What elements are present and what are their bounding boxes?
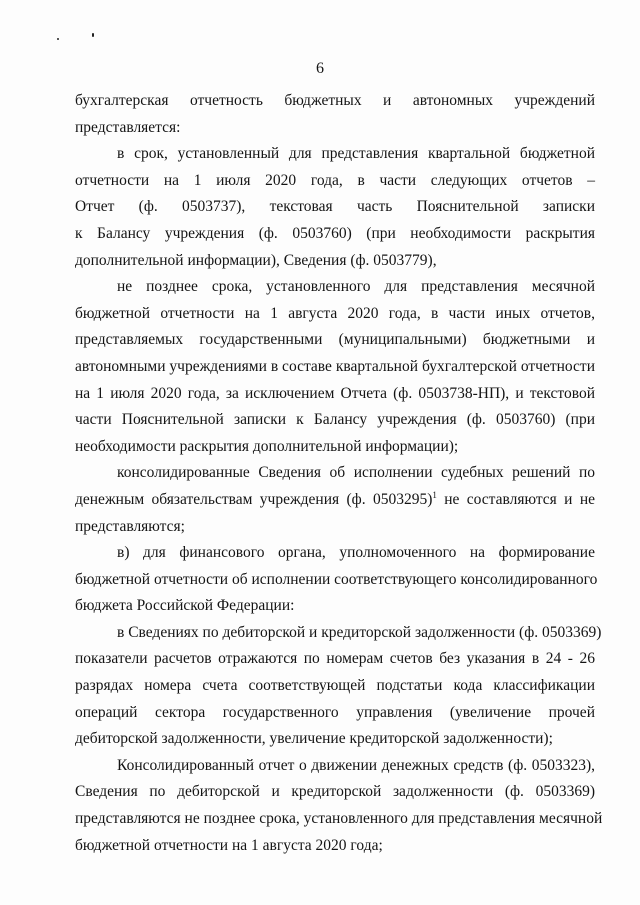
text-line: представляются не позднее срока, установленного для представления месячной: [75, 810, 603, 828]
page-number: 6: [316, 60, 324, 77]
paragraph: [75, 141, 595, 274]
text-fragment: денежным обязательствам учреждения (ф. 0503295): [75, 490, 433, 508]
scan-speck: [92, 33, 94, 37]
text-line: разрядах номера счета соответствующей подстатьи кода классификации: [75, 677, 595, 695]
text-line: бюджетной отчетности на 1 августа 2020 года, в части иных отчетов,: [75, 304, 595, 322]
paragraph: [75, 620, 602, 753]
text-line: не позднее срока, установленного для представления месячной: [117, 278, 595, 296]
text-line: бюджета Российской Федерации:: [75, 597, 295, 615]
paragraph: [75, 460, 595, 540]
paragraph: [75, 274, 595, 460]
text-line: необходимости раскрытия дополнительной информации);: [75, 437, 459, 455]
document-body: [75, 88, 603, 859]
text-line: части Пояснительной записки к Балансу учреждения (ф. 0503760) (при: [75, 411, 595, 429]
text-line: отчетности на 1 июля 2020 года, в части следующих отчетов –: [75, 171, 595, 189]
text-line: представляемых государственными (муниципальными) бюджетными и: [75, 331, 595, 349]
text-line: к Балансу учреждения (ф. 0503760) (при необходимости раскрытия: [75, 224, 595, 242]
text-line: в) для финансового органа, уполномоченного на формирование: [117, 544, 595, 562]
text-line: бюджетной отчетности об исполнении соответствующего консолидированного: [75, 570, 598, 588]
text-line: дополнительной информации), Сведения (ф. 0503779),: [75, 251, 437, 269]
paragraph: [75, 753, 603, 859]
text-line: Консолидированный отчет о движении денежных средств (ф. 0503323),: [117, 756, 595, 774]
text-line: консолидированные Сведения об исполнении судебных решений по: [117, 464, 595, 482]
text-line: [75, 487, 595, 514]
text-line: на 1 июля 2020 года, за исключением Отчета (ф. 0503738-НП), и текстовой: [75, 384, 595, 402]
text-fragment: не составляются и не: [436, 490, 595, 508]
text-line: дебиторской задолженности, увеличение кредиторской задолженности);: [75, 730, 553, 748]
paragraph: [75, 88, 595, 141]
text-line: в срок, установленный для представления квартальной бюджетной: [117, 145, 595, 163]
text-line: Отчет (ф. 0503737), текстовая часть Пояснительной записки: [75, 198, 595, 216]
text-line: автономными учреждениями в составе квартальной бухгалтерской отчетности: [75, 357, 595, 375]
text-line: операций сектора государственного управления (увеличение прочей: [75, 703, 595, 721]
text-line: показатели расчетов отражаются по номерам счетов без указания в 24 - 26: [75, 650, 595, 668]
scan-speck: [57, 38, 59, 40]
text-line: бухгалтерская отчетность бюджетных и автономных учреждений: [75, 92, 595, 109]
text-line: представляется:: [75, 118, 181, 136]
text-line: бюджетной отчетности на 1 августа 2020 года;: [75, 836, 383, 854]
text-line: Сведения по дебиторской и кредиторской задолженности (ф. 0503369): [75, 783, 595, 801]
paragraph: [75, 540, 598, 620]
footnote-mark[interactable]: 1: [432, 489, 437, 500]
text-line: представляются;: [75, 517, 185, 535]
text-line: в Сведениях по дебиторской и кредиторской задолженности (ф. 0503369): [117, 623, 602, 641]
